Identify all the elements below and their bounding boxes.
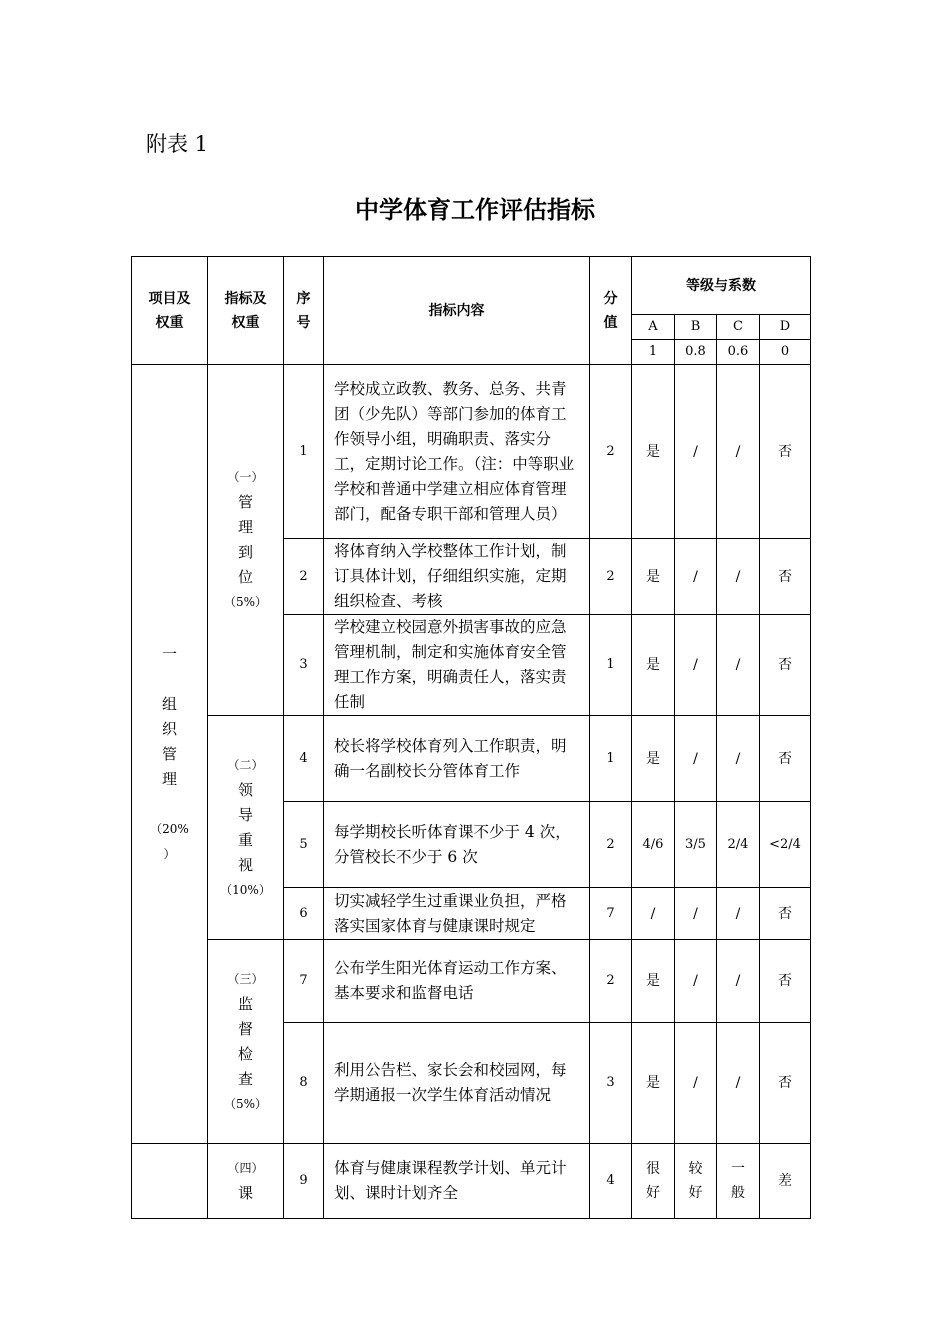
header-content: 指标内容 bbox=[324, 257, 590, 365]
category-next bbox=[132, 1144, 208, 1219]
content-cell: 每学期校长听体育课不少于 4 次，分管校长不少于 6 次 bbox=[324, 802, 590, 888]
group-management: （一） 管 理 到 位 （5%） bbox=[208, 365, 284, 716]
category-organization: 一 组 织 管 理 （20% ） bbox=[132, 365, 208, 1144]
content-cell: 校长将学校体育列入工作职责，明确一名副校长分管体育工作 bbox=[324, 716, 590, 802]
content-cell: 学校建立校园意外损害事故的应急管理机制，制定和实施体育安全管理工作方案，明确责任人，落实责任制 bbox=[324, 615, 590, 716]
content-cell: 将体育纳入学校整体工作计划，制订具体计划，仔细组织实施，定期组织检查、考核 bbox=[324, 539, 590, 615]
grade-a-cell: / bbox=[632, 888, 675, 940]
grade-c: C bbox=[717, 315, 760, 340]
seq-cell: 9 bbox=[284, 1144, 324, 1219]
table-row bbox=[132, 940, 811, 1023]
grade-a-cell: 是 bbox=[632, 539, 675, 615]
score-cell: 7 bbox=[590, 888, 632, 940]
grade-c-cell: / bbox=[717, 539, 760, 615]
header-indicator: 指标及 权重 bbox=[208, 257, 284, 365]
seq-cell: 5 bbox=[284, 802, 324, 888]
score-cell: 2 bbox=[590, 539, 632, 615]
grade-a-cell: 是 bbox=[632, 615, 675, 716]
grade-c-cell: 2/4 bbox=[717, 802, 760, 888]
grade-d-cell: 否 bbox=[760, 716, 811, 802]
grade-b-cell: / bbox=[675, 539, 717, 615]
grade-a-cell: 是 bbox=[632, 716, 675, 802]
content-cell: 公布学生阳光体育运动工作方案、基本要求和监督电话 bbox=[324, 940, 590, 1023]
header-grade-title: 等级与系数 bbox=[632, 257, 811, 315]
score-cell: 2 bbox=[590, 802, 632, 888]
score-cell: 1 bbox=[590, 716, 632, 802]
grade-b-cell: / bbox=[675, 888, 717, 940]
grade-a: A bbox=[632, 315, 675, 340]
seq-cell: 1 bbox=[284, 365, 324, 539]
grade-a-cell: 是 bbox=[632, 940, 675, 1023]
grade-c-cell: / bbox=[717, 365, 760, 539]
grade-d-cell: 否 bbox=[760, 365, 811, 539]
header-score: 分 值 bbox=[590, 257, 632, 365]
document-title: 中学体育工作评估指标 bbox=[355, 196, 595, 224]
seq-cell: 7 bbox=[284, 940, 324, 1023]
content-cell: 利用公告栏、家长会和校园网，每学期通报一次学生体育活动情况 bbox=[324, 1023, 590, 1144]
grade-a-cell: 4/6 bbox=[632, 802, 675, 888]
group-leadership: （二） 领 导 重 视 （10%） bbox=[208, 716, 284, 940]
coef-d: 0 bbox=[760, 340, 811, 365]
grade-c-cell: / bbox=[717, 1023, 760, 1144]
grade-d: D bbox=[760, 315, 811, 340]
grade-d-cell: 差 bbox=[760, 1144, 811, 1219]
grade-c-cell: / bbox=[717, 940, 760, 1023]
content-cell: 学校成立政教、教务、总务、共青团（少先队）等部门参加的体育工作领导小组，明确职责、落实分工，定期讨论工作。（注：中等职业学校和普通中学建立相应体育管理部门，配备专职干部和管理人员） bbox=[324, 365, 590, 539]
grade-b-cell: / bbox=[675, 940, 717, 1023]
header-project: 项目及 权重 bbox=[132, 257, 208, 365]
table-row bbox=[132, 716, 811, 802]
grade-b: B bbox=[675, 315, 717, 340]
grade-b-cell: / bbox=[675, 365, 717, 539]
seq-cell: 8 bbox=[284, 1023, 324, 1144]
score-cell: 3 bbox=[590, 1023, 632, 1144]
grade-d-cell: 否 bbox=[760, 1023, 811, 1144]
content-cell: 切实减轻学生过重课业负担，严格落实国家体育与健康课时规定 bbox=[324, 888, 590, 940]
score-cell: 1 bbox=[590, 615, 632, 716]
grade-d-cell: 否 bbox=[760, 615, 811, 716]
grade-d-cell: 否 bbox=[760, 940, 811, 1023]
grade-b-cell: / bbox=[675, 615, 717, 716]
grade-a-cell: 是 bbox=[632, 1023, 675, 1144]
score-cell: 2 bbox=[590, 365, 632, 539]
evaluation-table bbox=[131, 256, 811, 1219]
grade-a-cell: 是 bbox=[632, 365, 675, 539]
grade-d-cell: 否 bbox=[760, 888, 811, 940]
header-seq: 序 号 bbox=[284, 257, 324, 365]
seq-cell: 6 bbox=[284, 888, 324, 940]
group-curriculum: （四） 课 bbox=[208, 1144, 284, 1219]
grade-b-cell: 3/5 bbox=[675, 802, 717, 888]
grade-c-cell: 一般 bbox=[717, 1144, 760, 1219]
grade-c-cell: / bbox=[717, 716, 760, 802]
seq-cell: 4 bbox=[284, 716, 324, 802]
content-cell: 体育与健康课程教学计划、单元计划、课时计划齐全 bbox=[324, 1144, 590, 1219]
appendix-label: 附表 1 bbox=[146, 132, 209, 156]
grade-c-cell: / bbox=[717, 888, 760, 940]
grade-b-cell: / bbox=[675, 716, 717, 802]
coef-c: 0.6 bbox=[717, 340, 760, 365]
table-row bbox=[132, 365, 811, 539]
grade-c-cell: / bbox=[717, 615, 760, 716]
grade-b-cell: 较好 bbox=[675, 1144, 717, 1219]
grade-a-cell: 很好 bbox=[632, 1144, 675, 1219]
seq-cell: 2 bbox=[284, 539, 324, 615]
seq-cell: 3 bbox=[284, 615, 324, 716]
coef-b: 0.8 bbox=[675, 340, 717, 365]
group-supervision: （三） 监 督 检 查 （5%） bbox=[208, 940, 284, 1144]
coef-a: 1 bbox=[632, 340, 675, 365]
score-cell: 2 bbox=[590, 940, 632, 1023]
score-cell: 4 bbox=[590, 1144, 632, 1219]
grade-b-cell: / bbox=[675, 1023, 717, 1144]
grade-d-cell: 否 bbox=[760, 539, 811, 615]
grade-d-cell: <2/4 bbox=[760, 802, 811, 888]
table-row bbox=[132, 1144, 811, 1219]
